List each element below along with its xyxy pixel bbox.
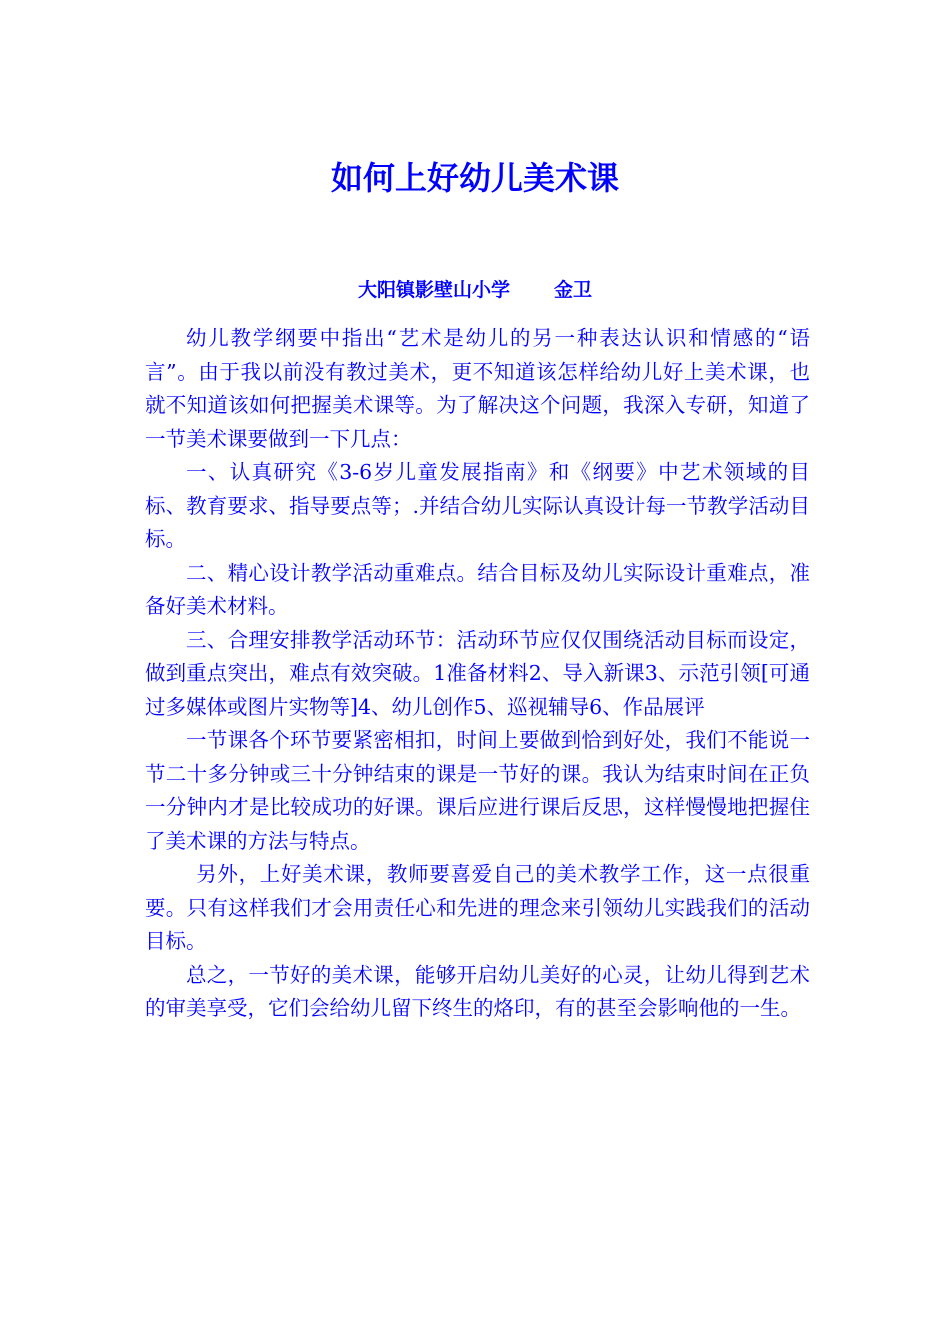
byline-author: 金卫 [554,279,593,301]
byline-school: 大阳镇影壁山小学 [357,279,510,301]
paragraph-intro: 幼儿教学纲要中指出“艺术是幼儿的另一种表达认识和情感的“语言”。由于我以前没有教过美术，更不知道该怎样给幼儿好上美术课，也就不知道该如何把握美术课等。为了解决这个问题，我深入专研，知道了一节美术课要做到一下几点： [145,326,810,451]
paragraph-point-3: 三、合理安排教学活动环节：活动环节应仅仅围绕活动目标而设定，做到重点突出，难点有效突破。1准备材料2、导入新课3、示范引领[可通过多媒体或图片实物等]4、幼儿创作5、巡视辅导6、作品展评 [145,627,810,719]
paragraph-conclusion: 总之，一节好的美术课，能够开启幼儿美好的心灵，让幼儿得到艺术的审美享受，它们会给幼儿留下终生的烙印，有的甚至会影响他的一生。 [145,962,810,1020]
byline [0,274,950,306]
paragraph-additionally: 另外，上好美术课，教师要喜爱自己的美术教学工作，这一点很重要。只有这样我们才会用责任心和先进的理念来引领幼儿实践我们的活动目标。 [145,862,810,953]
document-body [145,322,810,1026]
paragraph-point-1: 一、认真研究《3-6岁儿童发展指南》和《纲要》中艺术领域的目标、教育要求、指导要点等；.并结合幼儿实际认真设计每一节教学活动目标。 [145,460,810,551]
paragraph-timing: 一节课各个环节要紧密相扣，时间上要做到恰到好处，我们不能说一节二十多分钟或三十分钟结束的课是一节好的课。我认为结束时间在正负一分钟内才是比较成功的好课。课后应进行课后反思，这样慢慢地把握住了美术课的方法与特点。 [145,728,810,853]
paragraph-point-2: 二、精心设计教学活动重难点。结合目标及幼儿实际设计重难点，准备好美术材料。 [145,560,810,618]
document-title: 如何上好幼儿美术课 [330,159,619,197]
